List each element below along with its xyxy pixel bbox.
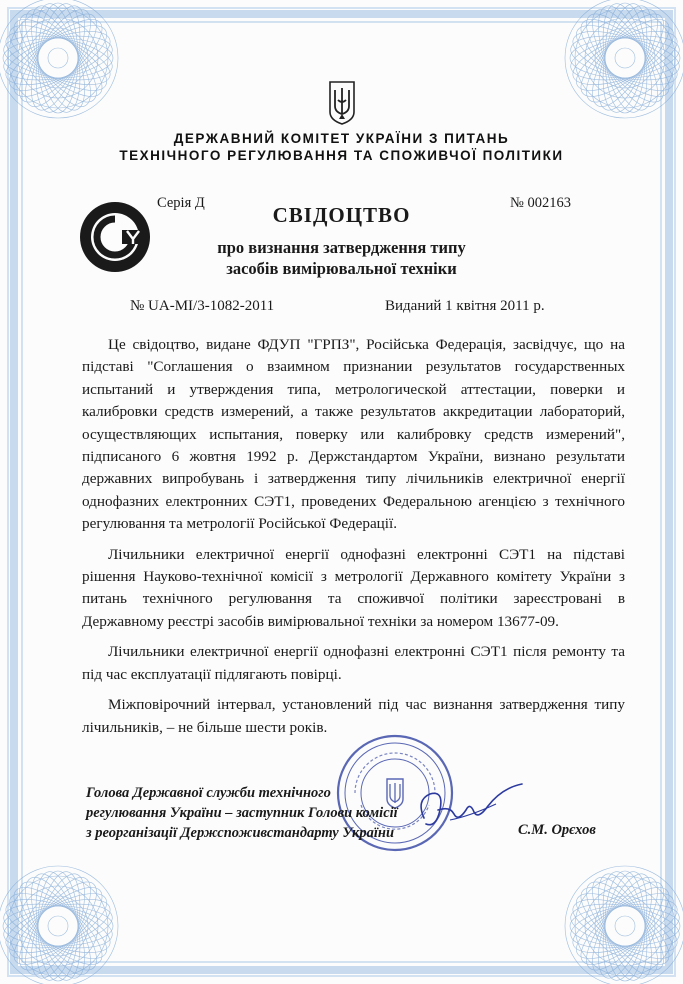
registration-number: № UA-MI/3-1082-2011 <box>130 298 275 314</box>
issue-date: Виданий 1 квітня 2011 р. <box>385 298 545 314</box>
signer-position-line1: Голова Державної служби технічного <box>86 785 331 801</box>
certificate-subtitle-line1: про визнання затвердження типу <box>217 238 466 257</box>
signer-position-line3: з реорганізації Держспоживстандарту України <box>86 825 395 841</box>
body-paragraph: Це свідоцтво, видане ФДУП "ГРПЗ", Російська Федерація, засвідчує, що на підставі "Соглашения о взаимном признании результатов государственных испытаний и утверждения типа, метрологической аттестации, поверки и калибровки средств измерений, а также результатов аккредитации лабораторий, осуществляющих испытания, поверку или калибровку средств измерений", підписаного 6 жовтня 1992 р. Держстандартом України, визнано результати державних випробувань і затвердження типу лічильників електричної енергії однофазних електронних СЭТ1, проведених Федеральною агенцією з технічного регулювання та метрології Російської Федерації. <box>82 336 625 533</box>
signer-position-line2: регулювання України – заступник Голови комісії <box>86 805 398 821</box>
body-paragraph: Лічильники електричної енергії однофазні електронні СЭТ1 на підставі рішення Науково-технічної комісії з метрології Державного комітету України з питань технічного регулювання та споживчої політики зареєстровані в Державному реєстрі засобів вимірювальної техніки за номером 13677-09. <box>82 545 625 630</box>
signer-name: С.М. Орєхов <box>518 822 596 838</box>
body-paragraph: Лічильники електричної енергії однофазні електронні СЭТ1 після ремонту та під час експлуатації підлягають повірці. <box>82 643 625 683</box>
trident-icon <box>327 80 357 126</box>
signer-position <box>86 783 416 843</box>
committee-name-line1: ДЕРЖАВНИЙ КОМІТЕТ УКРАЇНИ З ПИТАНЬ <box>173 131 510 146</box>
handwritten-signature <box>410 780 530 840</box>
certificate-subtitle-line2: засобів вимірювальної техніки <box>226 259 457 278</box>
certificate-number: № 002163 <box>510 195 571 211</box>
series-label: Серія Д <box>157 195 205 211</box>
committee-name-line2: ТЕХНІЧНОГО РЕГУЛЮВАННЯ ТА СПОЖИВЧОЇ ПОЛІТИКИ <box>119 148 564 163</box>
certificate-body <box>82 334 625 747</box>
certificate-title: СВІДОЦТВО <box>272 203 411 227</box>
body-paragraph: Міжповірочний інтервал, установлений під час визнання затвердження типу лічильників, – не більше шести років. <box>82 696 625 736</box>
